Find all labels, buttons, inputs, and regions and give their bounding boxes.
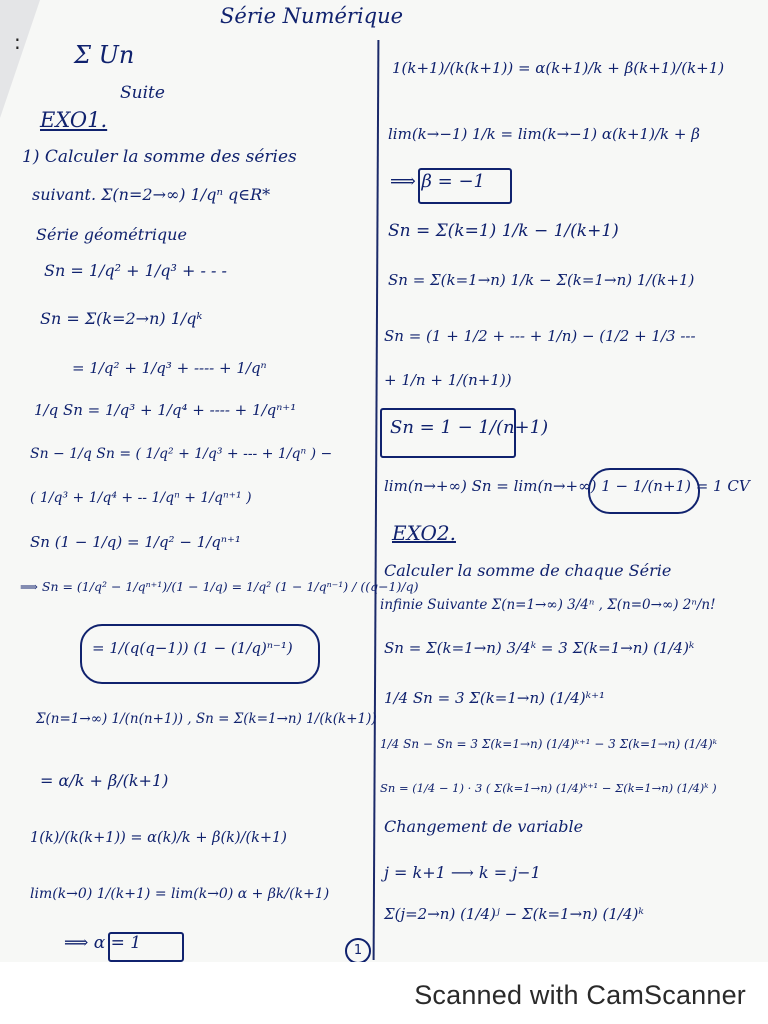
margin-mark: : [14, 30, 21, 54]
eq-line-9: = 1/(q(q−1)) (1 − (1/q)ⁿ⁻¹) [92, 639, 293, 657]
r-line-13: Sn = (1/4 − 1) · 3 ( Σ(k=1→n) (1/4)ᵏ⁺¹ − Σ(k=1→n) (1/4)ᵏ ) [380, 781, 717, 795]
eq-line-10: Σ(n=1→∞) 1/(n(n+1)) , Sn = Σ(k=1→n) 1/(k(k+1)) [36, 711, 377, 727]
r-line-3: ⟹ β = −1 [390, 171, 485, 192]
r-line-4: Sn = Σ(k=1) 1/k − 1/(k+1) [388, 221, 619, 241]
r-line-15: j = k+1 ⟶ k = j−1 [384, 863, 541, 882]
r-line-8: Sn = 1 − 1/(n+1) [390, 417, 549, 438]
r-line-5: Sn = Σ(k=1→n) 1/k − Σ(k=1→n) 1/(k+1) [388, 271, 695, 289]
eq-line-12: 1(k)/(k(k+1)) = α(k)/k + β(k)/(k+1) [30, 830, 287, 846]
q1-line2: suivant. Σ(n=2→∞) 1/qⁿ q∈R* [32, 185, 271, 204]
page-fold [0, 0, 40, 118]
r-line-6: Sn = (1 + 1/2 + --- + 1/n) − (1/2 + 1/3 --- [384, 327, 696, 345]
page-number-circle: 1 [345, 938, 371, 962]
eq-line-14: ⟹ α = 1 [64, 933, 142, 953]
eq-line-11: = α/k + β/(k+1) [40, 771, 169, 790]
q1-line1: 1) Calculer la somme des séries [22, 147, 297, 167]
header-sum: Σ Un [74, 41, 135, 69]
eq-line-1: Sn = 1/q² + 1/q³ + - - - [44, 261, 227, 280]
q2-line2: infinie Suivante Σ(n=1→∞) 3/4ⁿ , Σ(n=0→∞) 2ⁿ/n! [380, 597, 716, 613]
r-line-12: 1/4 Sn − Sn = 3 Σ(k=1→n) (1/4)ᵏ⁺¹ − 3 Σ(k=1→n) (1/4)ᵏ [380, 737, 718, 751]
eq-line-2: Sn = Σ(k=2→n) 1/qᵏ [40, 309, 203, 328]
column-divider [373, 40, 380, 960]
header-suite: Suite [120, 83, 165, 103]
camscanner-watermark: Scanned with CamScanner [414, 980, 746, 1010]
r-line-11: 1/4 Sn = 3 Σ(k=1→n) (1/4)ᵏ⁺¹ [384, 689, 606, 707]
scan-footer [0, 962, 768, 1024]
r-line-10: Sn = Σ(k=1→n) 3/4ᵏ = 3 Σ(k=1→n) (1/4)ᵏ [384, 639, 695, 657]
page-title: Série Numérique [220, 4, 404, 28]
r-line-9: lim(n→+∞) Sn = lim(n→+∞) 1 − 1/(n+1) = 1 CV [384, 477, 750, 495]
r-line-14: Changement de variable [384, 817, 584, 836]
eq-line-8: ⟹ Sn = (1/q² − 1/qⁿ⁺¹)/(1 − 1/q) = 1/q² (1 − 1/qⁿ⁻¹) / ((q−1)/q) [20, 579, 419, 594]
r-line-1: 1(k+1)/(k(k+1)) = α(k+1)/k + β(k+1)/(k+1) [392, 59, 725, 77]
eq-line-5: Sn − 1/q Sn = ( 1/q² + 1/q³ + --- + 1/qⁿ ) − [30, 446, 333, 462]
exo2-title: EXO2. [392, 521, 456, 545]
r-line-16: Σ(j=2→n) (1/4)ʲ − Σ(k=1→n) (1/4)ᵏ [384, 905, 644, 923]
r-line-2: lim(k→−1) 1/k = lim(k→−1) α(k+1)/k + β [388, 125, 700, 143]
eq-line-4: 1/q Sn = 1/q³ + 1/q⁴ + ---- + 1/qⁿ⁺¹ [34, 401, 297, 419]
r-line-7: + 1/n + 1/(n+1)) [384, 371, 512, 389]
eq-line-13: lim(k→0) 1/(k+1) = lim(k→0) α + βk/(k+1) [30, 886, 330, 902]
serie-geometrique-label: Série géométrique [36, 225, 187, 244]
eq-line-3: = 1/q² + 1/q³ + ---- + 1/qⁿ [72, 359, 267, 377]
eq-line-6: ( 1/q³ + 1/q⁴ + -- 1/qⁿ + 1/qⁿ⁺¹ ) [30, 490, 252, 506]
eq-line-7: Sn (1 − 1/q) = 1/q² − 1/qⁿ⁺¹ [30, 533, 241, 551]
q2-line1: Calculer la somme de chaque Série [384, 561, 672, 580]
exo1-title: EXO1. [40, 108, 108, 132]
